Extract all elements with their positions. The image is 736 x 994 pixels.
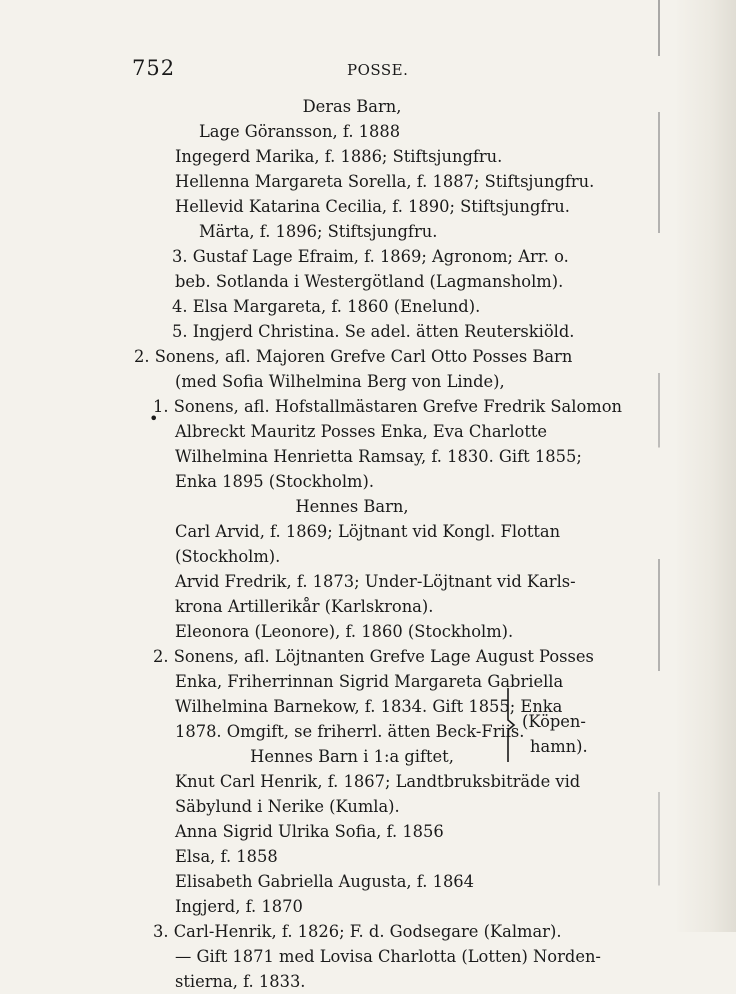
page-number: 752 (132, 56, 176, 80)
text-line: 4. Elsa Margareta, f. 1860 (Enelund). (172, 297, 481, 316)
text-line: stierna, f. 1833. (175, 972, 306, 991)
text-line: Anna Sigrid Ulrika Sofia, f. 1856 (175, 822, 444, 841)
text-line: 5. Ingjerd Christina. Se adel. ätten Reuterskiöld. (172, 322, 575, 341)
text-line: Hennes Barn, (295, 497, 409, 516)
text-line: 2. Sonens, afl. Löjtnanten Grefve Lage August Posses (153, 647, 594, 666)
text-line: 1878. Omgift, se friherrl. ätten Beck-Friis. (175, 722, 525, 741)
binding-edge-line (658, 0, 660, 932)
text-line: Wilhelmina Henrietta Ramsay, f. 1830. Gift 1855; (175, 447, 582, 466)
text-line: Hellevid Katarina Cecilia, f. 1890; Stiftsjungfru. (175, 197, 570, 216)
text-line: krona Artillerikår (Karlskrona). (175, 597, 434, 616)
text-line: Wilhelmina Barnekow, f. 1834. Gift 1855; Enka (175, 697, 563, 716)
text-line: Enka 1895 (Stockholm). (175, 472, 375, 491)
brace-icon (504, 686, 518, 764)
brace-note-line: hamn). (530, 737, 588, 756)
text-line: Hellenna Margareta Sorella, f. 1887; Stiftsjungfru. (175, 172, 595, 191)
text-line: Carl Arvid, f. 1869; Löjtnant vid Kongl. Flottan (175, 522, 561, 541)
text-line: Enka, Friherrinnan Sigrid Margareta Gabriella (175, 672, 564, 691)
text-line: Ingjerd, f. 1870 (175, 897, 303, 916)
brace-note-line: (Köpen- (522, 712, 586, 731)
text-line: Albreckt Mauritz Posses Enka, Eva Charlotte (175, 422, 548, 441)
text-line: 3. Gustaf Lage Efraim, f. 1869; Agronom; Arr. o. (172, 247, 569, 266)
text-line: 2. Sonens, afl. Majoren Grefve Carl Otto Posses Barn (134, 347, 573, 366)
text-line: Säbylund i Nerike (Kumla). (175, 797, 400, 816)
text-line: — Gift 1871 med Lovisa Charlotta (Lotten) Norden- (175, 947, 601, 966)
text-line: Deras Barn, (302, 97, 402, 116)
text-line: Eleonora (Leonore), f. 1860 (Stockholm). (175, 622, 514, 641)
text-line: Knut Carl Henrik, f. 1867; Landtbruksbiträde vid (175, 772, 581, 791)
text-line: Lage Göransson, f. 1888 (199, 122, 401, 141)
text-line: Elisabeth Gabriella Augusta, f. 1864 (175, 872, 475, 891)
text-line: Märta, f. 1896; Stiftsjungfru. (199, 222, 438, 241)
text-line: 3. Carl-Henrik, f. 1826; F. d. Godsegare (Kalmar). (153, 922, 562, 941)
text-line: (med Sofia Wilhelmina Berg von Linde), (175, 372, 505, 391)
page-edge (674, 0, 736, 932)
text-line: Ingegerd Marika, f. 1886; Stiftsjungfru. (175, 147, 503, 166)
text-line: Elsa, f. 1858 (175, 847, 278, 866)
text-line: beb. Sotlanda i Westergötland (Lagmansholm). (175, 272, 564, 291)
text-line: 1. Sonens, afl. Hofstallmästaren Grefve Fredrik Salomon (153, 397, 622, 416)
running-head: POSSE. (347, 61, 409, 79)
text-line: Hennes Barn i 1:a giftet, (250, 747, 454, 766)
page-header (0, 56, 736, 84)
text-line: (Stockholm). (175, 547, 281, 566)
text-line: Arvid Fredrik, f. 1873; Under-Löjtnant vid Karls- (175, 572, 576, 591)
margin-bullet: • (149, 409, 159, 428)
